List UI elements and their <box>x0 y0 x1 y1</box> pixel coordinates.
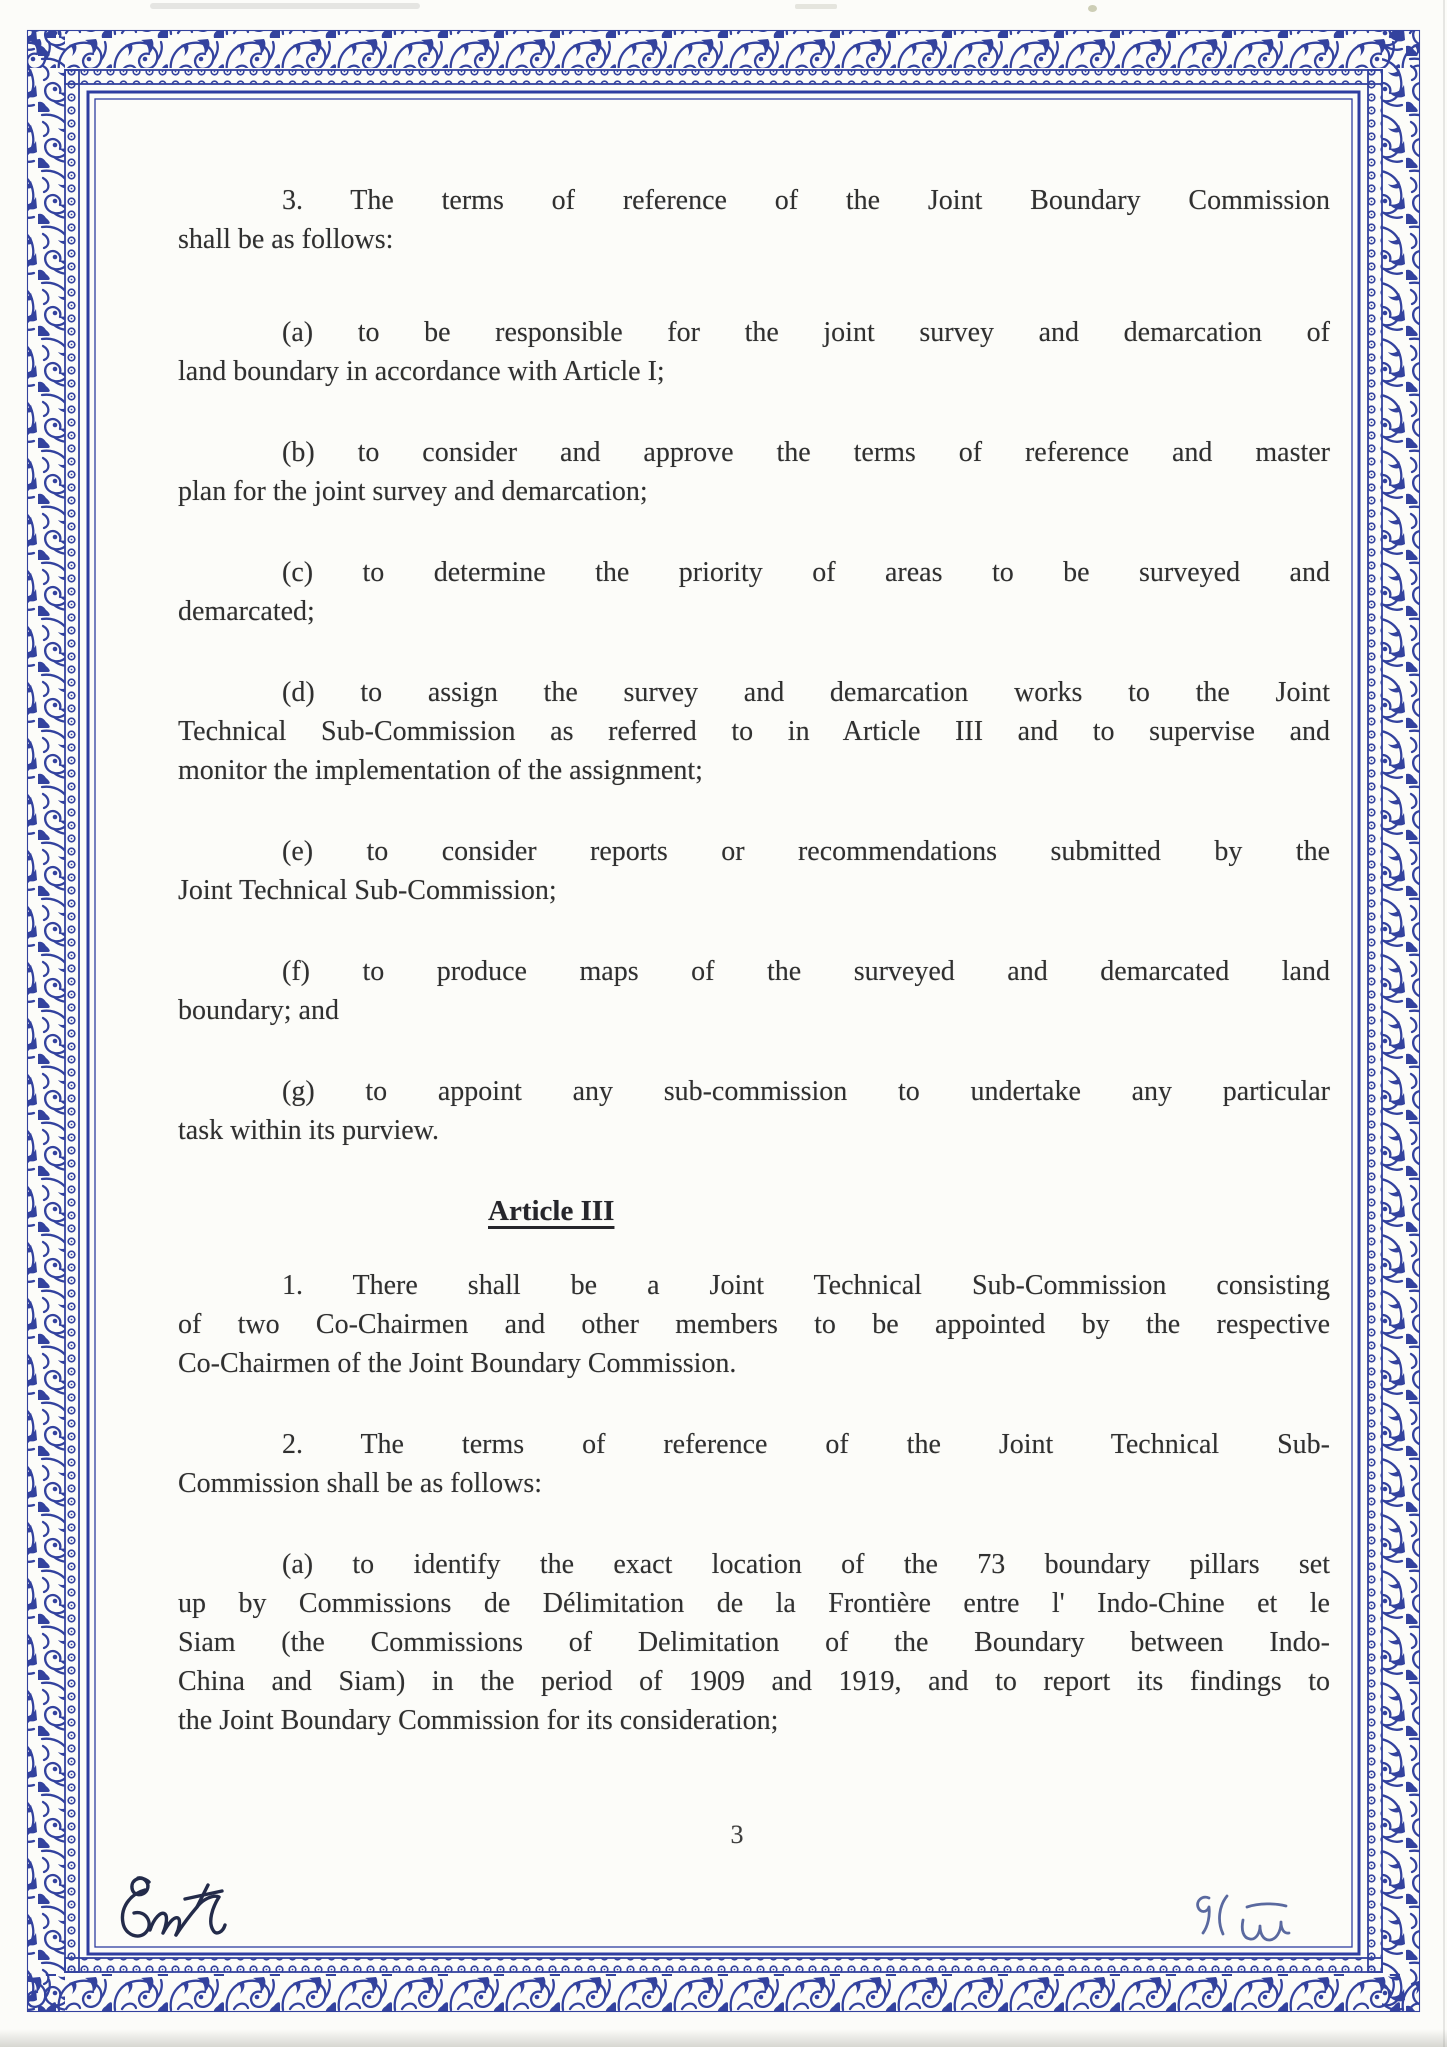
text-line: (g) to appoint any sub-commission to undertake any particular <box>282 1076 1330 1107</box>
text-line: monitor the implementation of the assignment; <box>178 755 703 786</box>
text-line: boundary; and <box>178 995 339 1026</box>
text-line: Co-Chairmen of the Joint Boundary Commission. <box>178 1348 737 1379</box>
text-line: Joint Technical Sub-Commission; <box>178 875 557 906</box>
text-line: China and Siam) in the period of 1909 and 1919, and to report its findings to <box>178 1666 1330 1697</box>
text-line: Technical Sub-Commission as referred to in Article III and to supervise and <box>178 716 1330 747</box>
document-content <box>178 0 1330 1782</box>
signature-left-icon <box>100 1868 250 1958</box>
text-line: (e) to consider reports or recommendations submitted by the <box>282 836 1330 867</box>
border-band-bottom <box>27 1974 1420 2012</box>
paragraph <box>178 1266 1330 1383</box>
text-line: demarcated; <box>178 596 315 627</box>
text-line: land boundary in accordance with Article I; <box>178 356 665 387</box>
signature-right-icon <box>1185 1888 1305 1950</box>
paragraph <box>178 1425 1330 1503</box>
text-line: 2. The terms of reference of the Joint Technical Sub- <box>282 1429 1330 1460</box>
paragraph <box>178 313 1330 391</box>
text-line: 3. The terms of reference of the Joint Boundary Commission <box>282 185 1330 216</box>
text-line: (a) to identify the exact location of the 73 boundary pillars set <box>282 1549 1330 1580</box>
text-line: Siam (the Commissions of Delimitation of the Boundary between Indo- <box>178 1627 1330 1658</box>
text-line: (f) to produce maps of the surveyed and demarcated land <box>282 956 1330 987</box>
paragraph <box>178 1072 1330 1150</box>
paragraph <box>178 433 1330 511</box>
text-line: (a) to be responsible for the joint survey and demarcation of <box>282 317 1330 348</box>
text-line: (b) to consider and approve the terms of reference and master <box>282 437 1330 468</box>
text-line: 1. There shall be a Joint Technical Sub-Commission consisting <box>282 1270 1330 1301</box>
paragraph <box>178 673 1330 790</box>
paragraph <box>178 181 1330 259</box>
paragraph <box>178 1545 1330 1740</box>
text-line: up by Commissions de Délimitation de la Frontière entre l' Indo-Chine et le <box>178 1588 1330 1619</box>
text-line: plan for the joint survey and demarcation; <box>178 476 648 507</box>
border-band-right <box>1382 30 1420 2012</box>
text-line: Commission shall be as follows: <box>178 1468 542 1499</box>
paragraph <box>178 553 1330 631</box>
text-line: task within its purview. <box>178 1115 440 1146</box>
scan-artifact <box>0 2029 1447 2047</box>
border-band-left <box>27 30 65 2012</box>
page-number: 3 <box>730 1820 744 1849</box>
text-line: the Joint Boundary Commission for its consideration; <box>178 1705 779 1736</box>
text-line: shall be as follows: <box>178 224 394 255</box>
article-heading: Article III <box>488 1195 615 1227</box>
paragraph <box>178 952 1330 1030</box>
text-line: (d) to assign the survey and demarcation works to the Joint <box>282 677 1330 708</box>
text-line: of two Co-Chairmen and other members to be appointed by the respective <box>178 1309 1330 1340</box>
scan-artifact <box>1443 0 1445 2047</box>
text-line: (c) to determine the priority of areas to be surveyed and <box>282 557 1330 588</box>
paragraph <box>178 832 1330 910</box>
